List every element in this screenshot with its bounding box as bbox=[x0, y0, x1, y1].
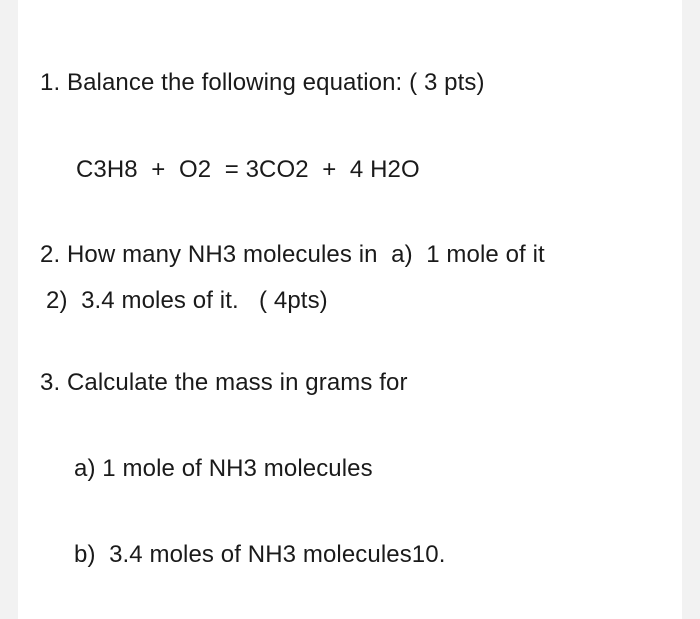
question-3-part-b: b) 3.4 moles of NH3 molecules10. bbox=[74, 541, 446, 568]
question-3-part-a: a) 1 mole of NH3 molecules bbox=[74, 455, 373, 482]
question-2-line-1: 2. How many NH3 molecules in a) 1 mole of it bbox=[40, 241, 545, 268]
question-3-prompt: 3. Calculate the mass in grams for bbox=[40, 369, 408, 396]
question-1-equation: C3H8 + O2 = 3CO2 + 4 H2O bbox=[76, 156, 420, 183]
document-page bbox=[18, 0, 682, 619]
question-1-prompt: 1. Balance the following equation: ( 3 pts) bbox=[40, 69, 485, 96]
question-2-line-2: 2) 3.4 moles of it. ( 4pts) bbox=[46, 287, 328, 314]
